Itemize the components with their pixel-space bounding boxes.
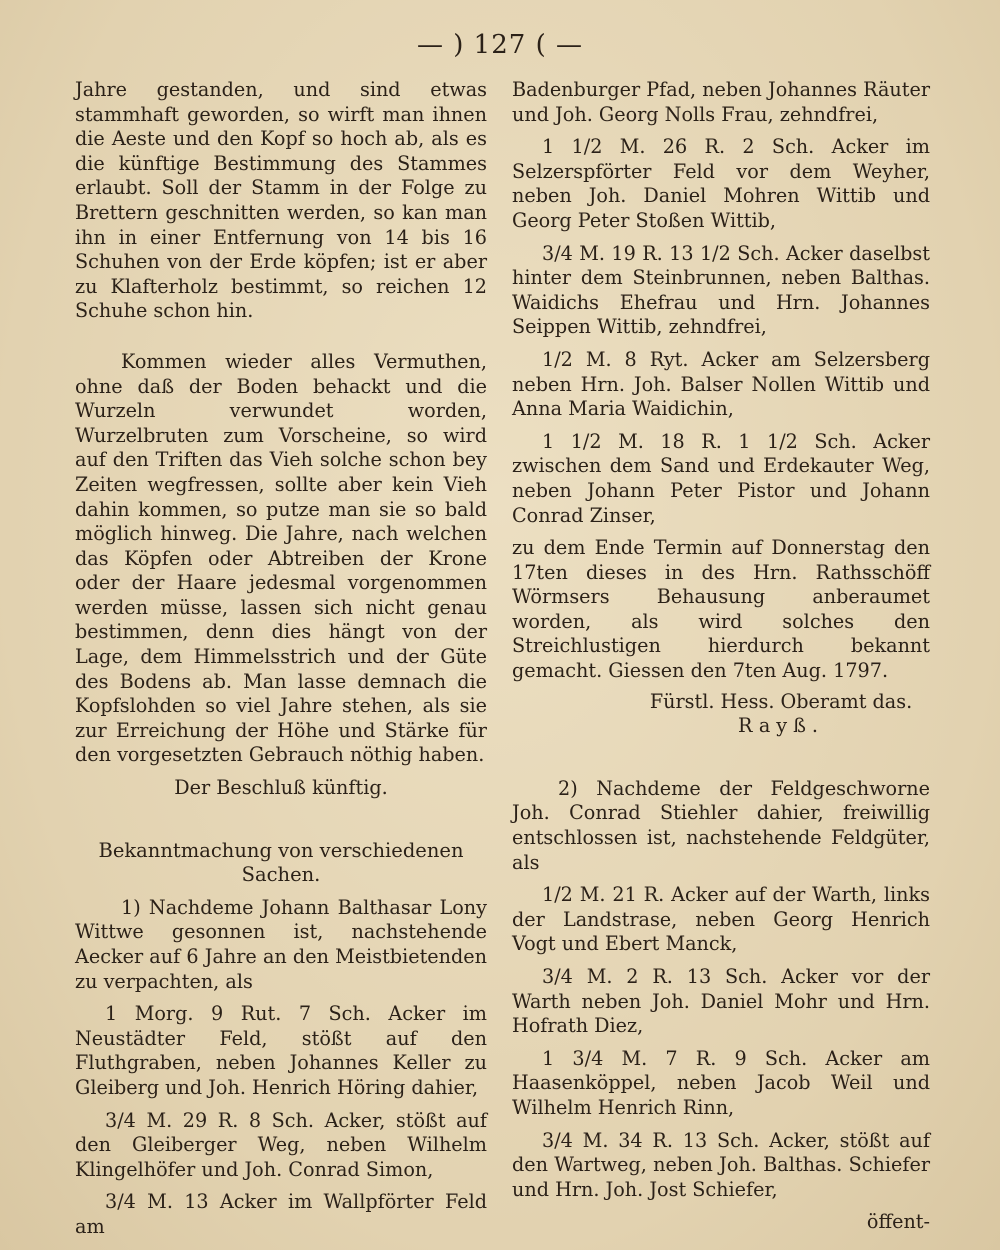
signature-name: Rayß. (737, 714, 825, 738)
signature-office: Fürstl. Hess. Oberamt das. (649, 689, 913, 713)
list-item: 1 Morg. 9 Rut. 7 Sch. Acker im Neustädter Feld, stößt auf den Fluthgraben, neben Johannes Keller zu Gleiberg und Joh. Henrich Höring dahier, (75, 1002, 487, 1099)
list-item: 1/2 M. 21 R. Acker auf der Warth, links der Landstrase, neben Georg Henrich Vogt und Ebert Manck, (512, 883, 930, 956)
paragraph: Kommen wieder alles Vermuthen, ohne daß der Boden behackt und die Wurzeln verwundet worden, Wurzelbruten zum Vorscheine, so wird auf den Triften das Vieh solche schon bey Zeiten wegfressen, sollte aber kein Vieh dahin kommen, so putze man sie so bald möglich hinweg. Die Jahre, nach welchen das Köpfen oder Abtreiben der Krone oder der Haare jedesmal vorgenommen werden müsse, lassen sich nicht genau bestimmen, denn dies hängt von der Lage, dem Himmelsstrich und der Güte des Bodens ab. Man lasse demnach die Kopfslohden so viel Jahre stehen, als sie zur Erreichung der Höhe und Stärke für den vorgesetzten Gebrauch nöthig haben. (75, 349, 487, 767)
paragraph: 1) Nachdeme Johann Balthasar Lony Wittwe gesonnen ist, nachstehende Aecker auf 6 Jahre an den Meistbietenden zu verpachten, als (75, 895, 487, 993)
paragraph: Jahre gestanden, und sind etwas stammhaft geworden, so wirft man ihnen die Aeste und den Kopf so hoch ab, als es die künftige Bestimmung des Stammes erlaubt. Soll der Stamm in der Folge zu Brettern geschnitten werden, so kan man ihn in einer Entfernung von 14 bis 16 Schuhen von der Erde köpfen; ist er aber zu Klafterholz bestimmt, so reichen 12 Schuhe schon hin. (75, 78, 487, 323)
list-item: 1 1/2 M. 26 R. 2 Sch. Acker im Selzerspförter Feld vor dem Weyher, neben Joh. Daniel Mohren Wittib und Georg Peter Stoßen Wittib, (512, 135, 930, 232)
section-heading: Bekanntmachung von verschiedenen Sachen. (98, 838, 464, 887)
paragraph: 2) Nachdeme der Feldgeschworne Joh. Conrad Stiehler dahier, freiwillig entschlossen ist, nachstehende Feldgüter, als (512, 776, 930, 874)
list-item: Badenburger Pfad, neben Johannes Räuter und Joh. Georg Nolls Frau, zehndfrei, (512, 78, 930, 126)
list-item: 3/4 M. 19 R. 13 1/2 Sch. Acker daselbst hinter dem Steinbrunnen, neben Balthas. Waidichs Ehefrau und Hrn. Johannes Seippen Wittib, zehndfrei, (512, 241, 930, 339)
page-number: — ) 127 ( — (417, 30, 583, 60)
list-item: 3/4 M. 29 R. 8 Sch. Acker, stößt auf den Gleiberger Weg, neben Wilhelm Klingelhöfer und Joh. Conrad Simon, (75, 1108, 487, 1181)
left-column (75, 78, 487, 1240)
list-item: 1 3/4 M. 7 R. 9 Sch. Acker am Haasenköppel, neben Jacob Weil und Wilhelm Henrich Rinn, (512, 1046, 930, 1119)
list-item: 3/4 M. 2 R. 13 Sch. Acker vor der Warth neben Joh. Daniel Mohr und Hrn. Hofrath Diez, (512, 965, 930, 1038)
list-item: 3/4 M. 34 R. 13 Sch. Acker, stößt auf den Wartweg, neben Joh. Balthas. Schiefer und Hrn. Joh. Jost Schiefer, (512, 1128, 930, 1201)
right-column (512, 78, 930, 1235)
list-item: 3/4 M. 13 Acker im Wallpförter Feld am (75, 1190, 487, 1238)
continuation-note: Der Beschluß künftig. (174, 776, 388, 800)
catchword: öffent- (866, 1210, 930, 1234)
list-item: 1/2 M. 8 Ryt. Acker am Selzersberg neben Hrn. Joh. Balser Nollen Wittib und Anna Maria Waidichin, (512, 347, 930, 421)
paragraph: zu dem Ende Termin auf Donnerstag den 17ten dieses in des Hrn. Rathsschöff Wörmsers Behausung anberaumet worden, als wird solches den Streichlustigen hierdurch bekannt gemacht. Giessen den 7ten Aug. 1797. (512, 536, 930, 683)
list-item: 1 1/2 M. 18 R. 1 1/2 Sch. Acker zwischen dem Sand und Erdekauter Weg, neben Johann Peter Pistor und Johann Conrad Zinser, (512, 429, 930, 527)
